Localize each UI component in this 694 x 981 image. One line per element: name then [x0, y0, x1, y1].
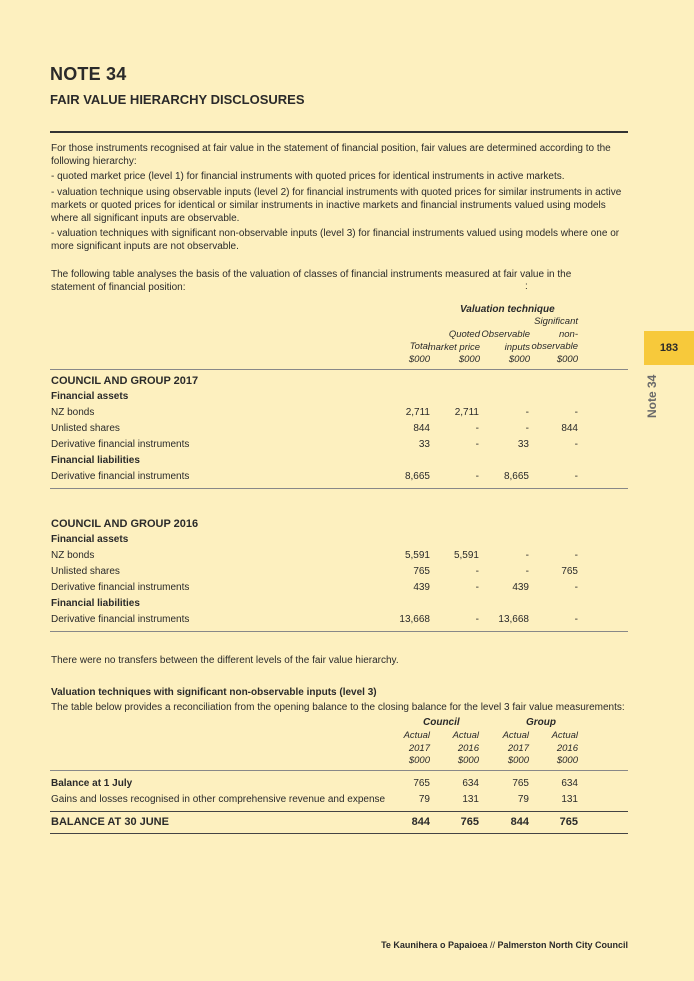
col-quoted: Quoted market price $000 — [427, 329, 480, 365]
cell-total: 765 — [413, 566, 430, 577]
level3-heading: Valuation techniques with significant non-observable inputs (level 3) — [51, 687, 377, 698]
table-row: Derivative financial instruments — [51, 439, 190, 450]
cell-quoted: - — [475, 566, 479, 577]
table-row: Unlisted shares — [51, 423, 120, 434]
total-value: 844 — [510, 816, 529, 828]
table-row: Derivative financial instruments — [51, 614, 190, 625]
table-row: NZ bonds — [51, 407, 95, 418]
intro-paragraph-4: - valuation techniques with significant non-observable inputs (level 3) for financial instruments valued using models where one or more significant inputs are not observable. — [51, 228, 620, 252]
footer-org-maori: Te Kaunihera o Papaioea — [381, 940, 488, 950]
cell-value: 131 — [462, 794, 479, 805]
col-significant: Significant non- observable $000 — [531, 316, 578, 365]
table-row: NZ bonds — [51, 550, 95, 561]
intro-paragraph-1: For those instruments recognised at fair value in the statement of financial position, fair values are determined according to the following hierarchy: — [51, 143, 611, 167]
cell-total: 33 — [418, 439, 430, 450]
col-total: Total $000 — [408, 341, 430, 365]
valuation-technique-header: Valuation technique — [460, 304, 555, 315]
note-number: NOTE 34 — [50, 64, 127, 84]
cell-quoted: - — [475, 423, 479, 434]
total-value: 844 — [411, 816, 430, 828]
cell-value: 79 — [517, 794, 529, 805]
col-group-2017: Actual 2017 $000 — [502, 730, 529, 766]
cell-total: 13,668 — [399, 614, 430, 625]
cell-observable: 439 — [512, 582, 529, 593]
intro-paragraph-2: - quoted market price (level 1) for financial instruments with quoted prices for identical instruments in active markets. — [51, 171, 565, 182]
cell-significant: - — [574, 407, 578, 418]
section-heading-2016: COUNCIL AND GROUP 2016 — [51, 518, 199, 530]
cell-quoted: - — [475, 614, 479, 625]
cell-observable: 13,668 — [498, 614, 529, 625]
cell-observable: 33 — [517, 439, 529, 450]
total-top-divider — [50, 811, 628, 812]
cell-significant: - — [574, 582, 578, 593]
table1-header-divider — [50, 369, 628, 370]
header-divider — [50, 131, 628, 133]
cell-quoted: - — [475, 471, 479, 482]
cell-quoted: - — [475, 439, 479, 450]
total-value: 765 — [559, 816, 578, 828]
cell-observable: - — [525, 566, 529, 577]
cell-observable: - — [525, 550, 529, 561]
cell-observable: - — [525, 423, 529, 434]
intro-paragraph-5: The following table analyses the basis of the valuation of classes of financial instruments measured at fair value in the statement of financial position: — [51, 269, 572, 293]
table-row: Derivative financial instruments — [51, 582, 190, 593]
intro-colon: : — [525, 281, 528, 292]
footer-separator: // — [487, 940, 498, 950]
cell-significant: - — [574, 614, 578, 625]
cell-total: 8,665 — [404, 471, 430, 482]
section-divider-2016 — [50, 631, 628, 632]
cell-quoted: 2,711 — [454, 407, 479, 418]
cell-value: 131 — [561, 794, 578, 805]
cell-observable: - — [525, 407, 529, 418]
cell-total: 5,591 — [404, 550, 430, 561]
cell-value: 634 — [462, 778, 479, 789]
col-observable: Observable inputs $000 — [481, 329, 530, 365]
cell-total: 2,711 — [405, 407, 430, 418]
cell-significant: 844 — [561, 423, 578, 434]
financial-assets-label-2017: Financial assets — [51, 391, 129, 402]
cell-quoted: - — [475, 582, 479, 593]
transfers-note: There were no transfers between the different levels of the fair value hierarchy. — [51, 655, 399, 666]
cell-value: 79 — [418, 794, 430, 805]
page-number: 183 — [659, 342, 679, 354]
page-number-tab — [644, 331, 694, 365]
section-divider-2017 — [50, 488, 628, 489]
financial-assets-label-2016: Financial assets — [51, 534, 129, 545]
cell-significant: - — [574, 550, 578, 561]
col-group-2016: Actual 2016 $000 — [551, 730, 578, 766]
financial-liabilities-label-2016: Financial liabilities — [51, 598, 140, 609]
footer-org-english: Palmerston North City Council — [497, 940, 628, 950]
level3-description: The table below provides a reconciliation from the opening balance to the closing balance for the level 3 fair value measurements: — [51, 702, 625, 713]
total-row-label: BALANCE AT 30 JUNE — [51, 816, 169, 828]
table-row: Balance at 1 July — [51, 778, 133, 789]
cell-significant: 765 — [561, 566, 578, 577]
total-value: 765 — [460, 816, 479, 828]
footer — [381, 940, 628, 950]
side-note-label: Note 34 — [645, 374, 659, 418]
cell-significant: - — [574, 471, 578, 482]
financial-liabilities-label-2017: Financial liabilities — [51, 455, 140, 466]
total-bottom-divider — [50, 833, 628, 834]
table-row: Gains and losses recognised in other comprehensive revenue and expense — [51, 794, 386, 805]
cell-value: 765 — [413, 778, 430, 789]
group-group-header: Group — [526, 717, 556, 728]
page-title: FAIR VALUE HIERARCHY DISCLOSURES — [50, 92, 305, 107]
cell-significant: - — [574, 439, 578, 450]
table2-header-divider — [50, 770, 628, 771]
cell-value: 765 — [512, 778, 529, 789]
col-council-2016: Actual 2016 $000 — [452, 730, 479, 766]
cell-total: 844 — [413, 423, 430, 434]
council-group-header: Council — [423, 717, 460, 728]
section-heading-2017: COUNCIL AND GROUP 2017 — [51, 375, 199, 387]
cell-quoted: 5,591 — [453, 550, 479, 561]
table-row: Derivative financial instruments — [51, 471, 190, 482]
cell-total: 439 — [413, 582, 430, 593]
cell-observable: 8,665 — [503, 471, 529, 482]
intro-paragraph-3: - valuation technique using observable inputs (level 2) for financial instruments with quoted prices for similar instruments in active markets or quoted prices for identical or similar instruments in inactive markets and financial instruments valued using models where all significant inputs are observable. — [51, 187, 622, 224]
col-council-2017: Actual 2017 $000 — [403, 730, 430, 766]
cell-value: 634 — [561, 778, 578, 789]
table-row: Unlisted shares — [51, 566, 120, 577]
